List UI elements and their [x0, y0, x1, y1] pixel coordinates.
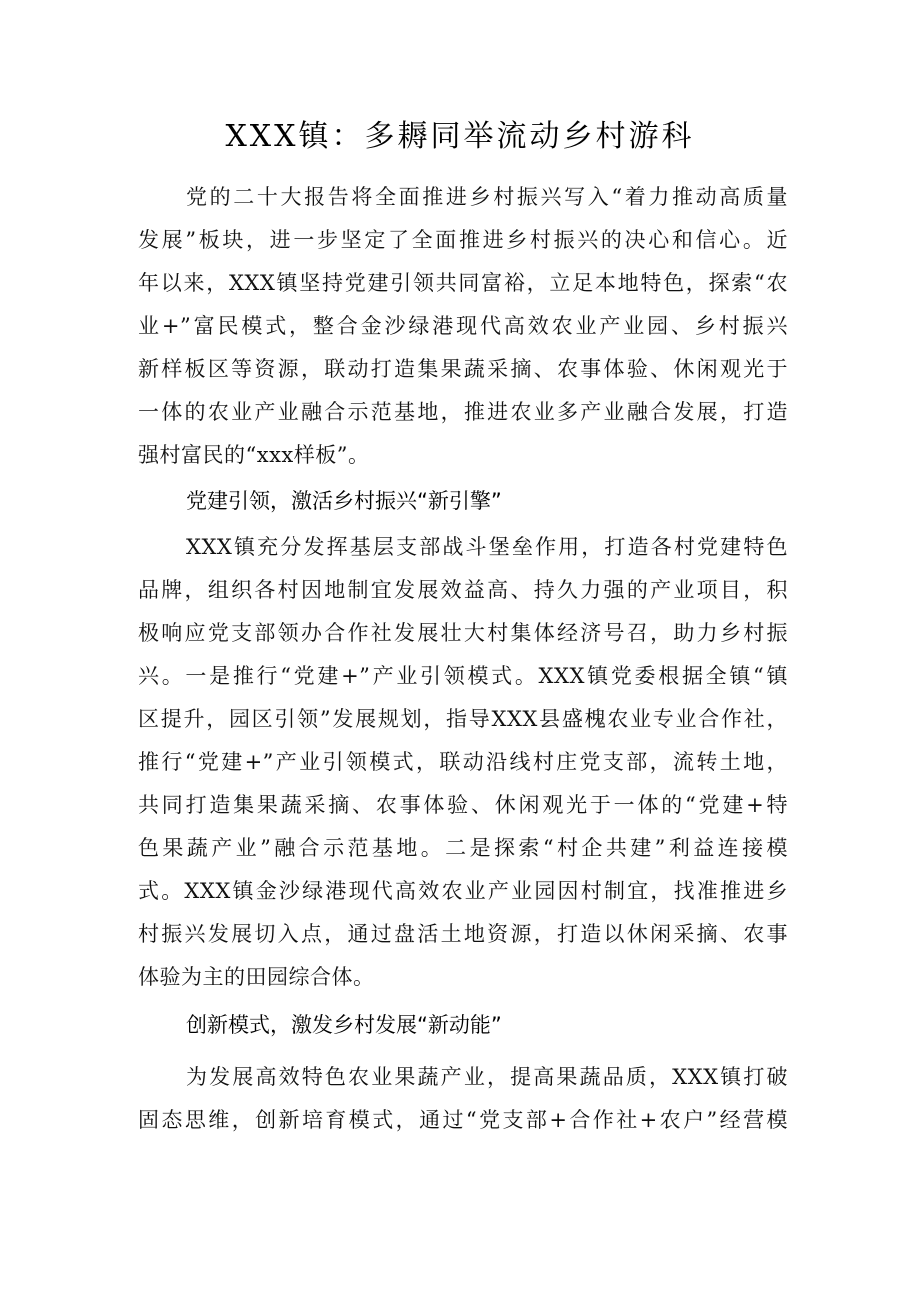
paragraph-line: 推行“党建+”产业引领模式，联动沿线村庄党支部，流转土地，: [138, 750, 788, 774]
paragraph-line: 村振兴发展切入点，通过盘活土地资源，打造以休闲采摘、农事: [138, 922, 788, 946]
paragraph-line: 年以来，XXX镇坚持党建引领共同富裕，立足本地特色，探索“农: [138, 271, 788, 295]
paragraph-line: 新样板区等资源，联动打造集果蔬采摘、农事体验、休闲观光于: [138, 357, 788, 381]
paragraph-line: 共同打造集果蔬采摘、农事体验、休闲观光于一体的“党建+特: [138, 793, 788, 817]
paragraph-line: 兴。一是推行“党建+”产业引领模式。XXX镇党委根据全镇“镇: [138, 664, 788, 688]
section-heading: 党建引领，激活乡村振兴“新引擎”: [186, 489, 502, 513]
paragraph-line: 为发展高效特色农业果蔬产业，提高果蔬品质，XXX镇打破: [186, 1065, 788, 1089]
paragraph-line: 极响应党支部领办合作社发展壮大村集体经济号召，助力乡村振: [138, 621, 788, 645]
paragraph-line: 业+”富民模式，整合金沙绿港现代高效农业产业园、乡村振兴: [138, 314, 788, 338]
paragraph-line: 一体的农业产业融合示范基地，推进农业多产业融合发展，打造: [138, 400, 788, 424]
paragraph-line: 强村富民的“xxx样板”。: [138, 443, 370, 467]
paragraph-line: 色果蔬产业”融合示范基地。二是探索“村企共建”利益连接模: [138, 836, 788, 860]
intro-paragraph: [138, 176, 788, 477]
paragraph-line: 区提升，园区引领”发展规划，指导XXX县盛槐农业专业合作社，: [138, 707, 788, 731]
paragraph-line: 体验为主的田园综合体。: [138, 965, 375, 989]
paragraph-line: 品牌，组织各村因地制宜发展效益高、持久力强的产业项目，积: [138, 578, 788, 602]
paragraph-line: XXX镇充分发挥基层支部战斗堡垒作用，打造各村党建特色: [186, 535, 788, 559]
section-paragraph: [138, 526, 788, 999]
paragraph-line: 固态思维，创新培育模式，通过“党支部+合作社+农户”经营模: [138, 1108, 788, 1132]
paragraph-line: 党的二十大报告将全面推进乡村振兴写入“着力推动高质量: [186, 185, 788, 209]
section-paragraph: [138, 1056, 788, 1142]
section-heading: 创新模式，激发乡村发展“新动能”: [186, 1013, 502, 1037]
paragraph-line: 发展”板块，进一步坚定了全面推进乡村振兴的决心和信心。近: [138, 228, 788, 252]
document-title: XXX镇：多耨同举流动乡村游科: [225, 119, 695, 154]
paragraph-line: 式。XXX镇金沙绿港现代高效农业产业园因村制宜，找准推进乡: [138, 879, 788, 903]
